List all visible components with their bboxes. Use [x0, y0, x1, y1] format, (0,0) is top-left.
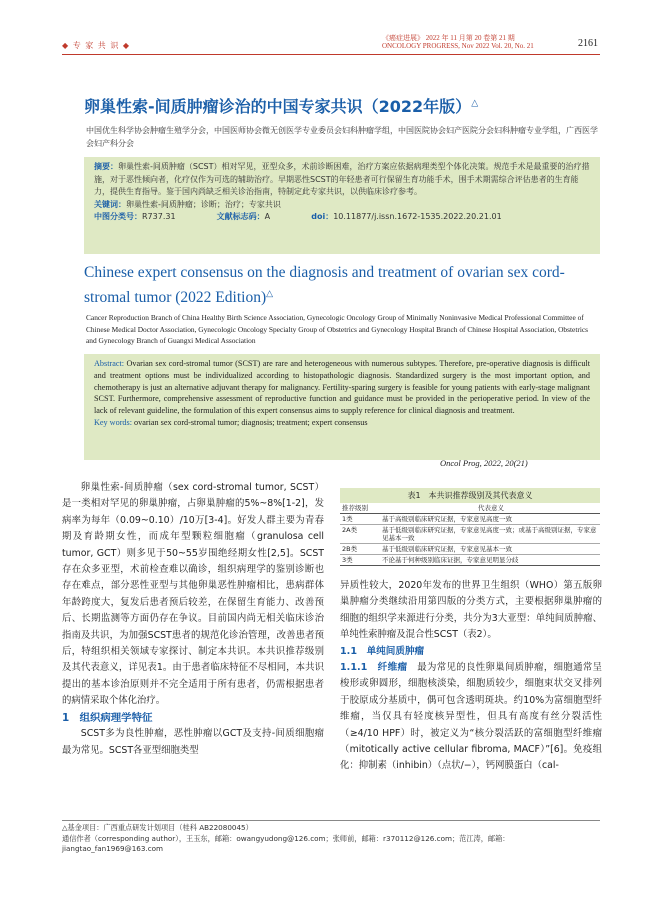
body-paragraph — [340, 660, 602, 775]
page-number: 2161 — [578, 38, 598, 49]
citation: Oncol Prog, 2022, 20(21) — [440, 458, 528, 468]
body-paragraph: 异质性较大，2020年发布的世界卫生组织（WHO）第五版卵巢肿瘤分类继续沿用第四版的分类方式，主要根据卵巢肿瘤的细胞的组织学来源进行分类，共分为3大亚型：单纯间质肿瘤、单纯性索肿瘤及混合性SCST（表2）。 — [340, 580, 602, 641]
body-right-column — [340, 578, 602, 775]
footnote-corresponding: 通信作者（corresponding author），王玉东，邮箱：owangyudong@126.com；张师前，邮箱：r370112@126.com；范江涛，邮箱：jiangtao_fan1969@163.com — [62, 833, 510, 853]
section-heading-1: 1 组织病理学特征 — [62, 711, 153, 724]
table-cell-meaning: 不论基于何种级别临床证据，专家意见明显分歧 — [382, 556, 519, 564]
table-header-meaning: 代表意义 — [478, 504, 504, 512]
doc-value: A — [264, 212, 271, 221]
authors-cn: 中国优生科学协会肿瘤生殖学分会，中国医师协会微无创医学专业委员会妇科肿瘤学组，中国医院协会妇产医院分会妇科肿瘤专业学组，广西医学会妇产科分会 — [86, 126, 598, 148]
table-row — [340, 555, 600, 566]
table-cell-level: 3类 — [342, 556, 353, 564]
doc-label: 文献标志码： — [216, 212, 265, 221]
abstract-cn-body — [94, 161, 590, 199]
title-cn — [84, 94, 584, 117]
meta-cn — [94, 211, 590, 224]
table-row — [340, 514, 600, 525]
title-cn-text: 卵巢性索-间质肿瘤诊治的中国专家共识（2022年版） — [84, 97, 472, 116]
table-1 — [340, 488, 600, 566]
body-paragraph: SCST多为良性肿瘤，恶性肿瘤以GCT及支持-间质细胞瘤最为常见。SCST各亚型细胞类型 — [62, 728, 324, 756]
table-cell-meaning: 基于低级别临床研究证据，专家意见基本一致 — [382, 545, 512, 553]
table-cell-meaning: 基于高级别临床研究证据，专家意见高度一致 — [382, 515, 512, 523]
abstract-en — [84, 354, 600, 460]
title-en-mark: △ — [266, 288, 274, 298]
section-tag: ◆ 专 家 共 识 ◆ — [62, 41, 131, 50]
table-cell-meaning: 基于低级别临床研究证据，专家意见高度一致；或基于高级别证据，专家意见基本一致 — [382, 526, 597, 542]
table-row — [340, 525, 600, 544]
abstract-cn — [84, 157, 600, 254]
title-en-text: Chinese expert consensus on the diagnosis and treatment of ovarian sex cord-stromal tumor (2022 Edition) — [84, 264, 565, 307]
abstract-en-label: Abstract: — [94, 359, 125, 368]
journal-en: ONCOLOGY PROGRESS, Nov 2022 Vol. 20, No. 21 — [382, 42, 534, 50]
abstract-cn-text: 卵巢性索-间质肿瘤（SCST）相对罕见，亚型众多，术前诊断困难，治疗方案应依据病理类型个体化决策。规范手术是最重要的治疗措施，对于恶性倾向者，化疗仅作为可选的辅助治疗。早期恶性SCST的年轻患者可行保留生育功能手术，围手术期需综合评估患者的生育能力，提供生育指导。鉴于国内尚缺乏相关诊治指南，特制定此专家共识，以供临床诊疗参考。 — [94, 162, 590, 196]
header-rule — [62, 54, 600, 55]
keywords-cn — [94, 199, 590, 212]
table-cell-level: 2A类 — [342, 526, 358, 534]
table-row — [340, 544, 600, 555]
abstract-en-text: Ovarian sex cord-stromal tumor (SCST) are rare and heterogeneous with numerous subtypes. Therefore, pre-operative diagnosis is difficult and treatment options must be individualized according to histopathologic diagnosis. Standardized surgery is the most important option, and chemotherapy is just an alternative adjuvant therapy for malignancy. Fertility-sparing surgery is feasible for young patients with early-stage malignant SCST. Furthermore, comprehensive assessment of reproductive function and guidance must be provided in the perioperative period. In view of the lack of relevant guideline, the formulation of this expert consensus aims to supply reference for clinical diagnosis and treatment. — [94, 359, 590, 416]
abstract-cn-label: 摘要： — [94, 162, 118, 171]
table-cell-level: 1类 — [342, 515, 353, 523]
doi-value: 10.11877/j.issn.1672-1535.2022.20.21.01 — [333, 212, 502, 221]
clc-value: R737.31 — [142, 212, 176, 221]
footnote-fund: △基金项目：广西重点研发计划项目（桂科 AB22080045） — [62, 823, 253, 832]
doi-label: doi： — [311, 212, 334, 221]
body-paragraph-text: 最为常见的良性卵巢间质肿瘤，细胞通常呈梭形或卵圆形，细胞核淡染，细胞质较少，细胞束状交叉排列于胶原成分基质中，偶可包含透明斑块。约10%为富细胞型纤维瘤，当仅具有轻度核异型性，但具有高度有丝分裂活性（≥4/10 HPF）时，被定义为“核分裂活跃的富细胞型纤维瘤（mitotically active cellular fibroma, MACF）”[6]。免疫组化：抑制素（inhibin）（点状/−），钙网膜蛋白（cal- — [340, 662, 602, 772]
table-header-row — [340, 503, 600, 514]
clc-label: 中图分类号： — [94, 212, 142, 221]
keywords-en — [94, 417, 590, 429]
abstract-en-body — [94, 358, 590, 417]
body-left-column — [62, 480, 324, 759]
table-cell-level: 2B类 — [342, 545, 358, 553]
journal-cn: 《癌症进展》 2022 年 11 月第 20 卷第 21 期 — [382, 34, 515, 42]
title-en — [84, 262, 604, 308]
table-title: 表1 本共识推荐级别及其代表意义 — [340, 488, 600, 503]
journal-header — [382, 34, 602, 50]
subsection-heading-1-1-1: 1.1.1 纤维瘤 — [340, 662, 408, 674]
keywords-cn-label: 关键词： — [94, 199, 126, 209]
keywords-en-label: Key words: — [94, 417, 132, 427]
keywords-en-text: ovarian sex cord-stromal tumor; diagnosis; treatment; expert consensus — [134, 417, 368, 427]
section-heading-1-1: 1.1 单纯间质肿瘤 — [340, 645, 425, 657]
footnote — [62, 820, 600, 855]
table-header-level: 推荐级别 — [342, 504, 368, 512]
title-cn-mark: △ — [471, 98, 479, 109]
authors-en: Cancer Reproduction Branch of China Healthy Birth Science Association, Gynecologic Oncology Group of Minimally Noninvasive Medical Professional Committee of Chinese Medical Doctor Association, Gynecologic Oncology Specialty Group of Obstetrics and Gynecology Hospital Branch of Chinese Hospital Association, Obstetrics and Gynecology Branch of Guangxi Medical Association — [86, 313, 589, 345]
body-paragraph: 卵巢性索-间质肿瘤（sex cord-stromal tumor, SCST）是一类相对罕见的卵巢肿瘤，占卵巢肿瘤的5%~8%[1-2]，发病率为每年（0.09~0.10）/10万[3-4]。好发人群主要为青春期及育龄期女性，而成年型颗粒细胞瘤（granulosa cell tumor, GCT）则多见于50~55岁围绝经期女性[2,5]。SCST存在众多亚型，术前检查难以确诊，组织病理学的鉴别诊断也存在难点，部分恶性亚型与其他卵巢恶性肿瘤相比，患病群体年龄跨度大，复发后患者预后较差，在保留生育能力、改善预后、长期监测等方面仍存在争议。目前国内尚无相关临床诊治指南及共识，为加强SCST患者的规范化诊治管理，改善患者预后，特组织相关领域专家探讨、制定本共识。本共识推荐级别及其代表意义，详见表1。由于患者临床特征不尽相同，本共识提出的基本诊治原则并不完全适用于所有患者，仍需根据患者的病情采取个体化治疗。 — [62, 482, 324, 707]
keywords-cn-text: 卵巢性索-间质肿瘤；诊断；治疗；专家共识 — [126, 199, 281, 209]
